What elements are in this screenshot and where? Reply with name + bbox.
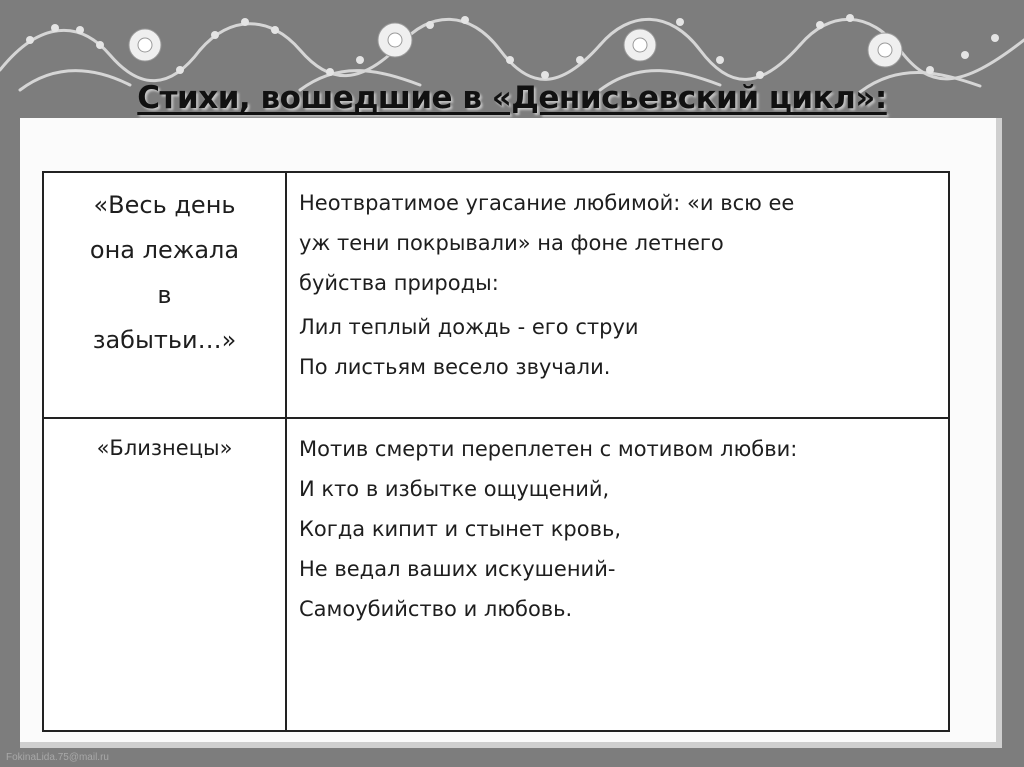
description-line: Неотвратимое угасание любимой: «и всю ее [299, 191, 795, 215]
poem-title-line: в [157, 281, 172, 309]
poem-title-cell [43, 172, 286, 418]
poem-description-cell [286, 418, 949, 731]
quote-line: По листьям весело звучали. [299, 355, 611, 379]
quote-line: Когда кипит и стынет кровь, [299, 517, 622, 541]
poem-description-cell [286, 172, 949, 418]
slide-title: Стихи, вошедшие в «Денисьевский цикл»: [137, 80, 887, 116]
poem-title-line: забытьи…» [92, 326, 237, 354]
table-row [43, 418, 949, 731]
poem-title-cell: «Близнецы» [43, 418, 286, 731]
author-email: FokinaLida.75@mail.ru [6, 752, 109, 763]
poem-description: Мотив смерти переплетен с мотивом любви: [299, 437, 798, 461]
table-row [43, 172, 949, 418]
quote-line: Не ведал ваших искушений- [299, 557, 616, 581]
quote-line: Лил теплый дождь - его струи [299, 315, 639, 339]
poem-title-line: она лежала [89, 236, 240, 264]
poems-table [42, 171, 950, 732]
poem-description [299, 183, 942, 303]
poem-title-line: «Весь день [93, 191, 236, 219]
description-line: уж тени покрывали» на фоне летнего [299, 231, 724, 255]
quote-line: И кто в избытке ощущений, [299, 477, 610, 501]
quote-line: Самоубийство и любовь. [299, 597, 573, 621]
description-line: буйства природы: [299, 271, 499, 295]
